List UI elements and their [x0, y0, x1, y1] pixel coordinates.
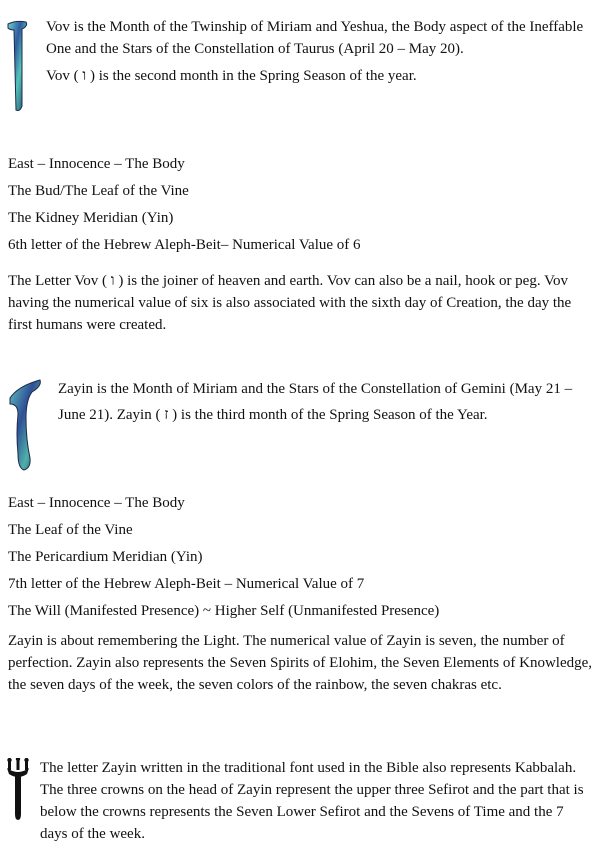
- zayin-intro-text: Zayin is the Month of Miriam and the Stars of the Constellation of Gemini (May 21 – June 21). Zayin ( ז ) is the third month of the Spring Season of the Year.: [58, 381, 573, 423]
- vov-letter-icon: [6, 20, 30, 114]
- zayin-letter-icon: [4, 378, 44, 472]
- zayin-crowned-icon: [6, 758, 30, 820]
- vov-intro-block: [46, 16, 586, 87]
- vov-description-text: The Letter Vov ( ו ) is the joiner of heaven and earth. Vov can also be a nail, hook or peg. Vov having the numerical value of six is also associated with the sixth day of Creation, the day the first humans were created.: [8, 273, 572, 333]
- list-item: The Kidney Meridian (Yin): [8, 210, 174, 226]
- zayin-attributes-list: [8, 490, 592, 625]
- zayin-description-block: [8, 630, 596, 696]
- list-item: 6th letter of the Hebrew Aleph-Beit– Numerical Value of 6: [8, 237, 361, 253]
- list-item: 7th letter of the Hebrew Aleph-Beit – Numerical Value of 7: [8, 576, 365, 592]
- vov-second-month-text: Vov ( ו ) is the second month in the Spring Season of the year.: [46, 68, 417, 84]
- list-item: The Will (Manifested Presence) ~ Higher Self (Unmanifested Presence): [8, 603, 440, 619]
- vov-description-block: [8, 270, 596, 336]
- zayin-description-text: Zayin is about remembering the Light. The numerical value of Zayin is seven, the number of perfection. Zayin also represents the Seven Spirits of Elohim, the Seven Elements of Knowledge, the seven days of the week, the seven colors of the rainbow, the seven chakras etc.: [8, 633, 593, 693]
- list-item: East – Innocence – The Body: [8, 156, 185, 172]
- kabbalah-block: [40, 757, 592, 845]
- zayin-intro-block: [58, 376, 586, 428]
- list-item: The Pericardium Meridian (Yin): [8, 549, 203, 565]
- list-item: East – Innocence – The Body: [8, 495, 185, 511]
- list-item: The Leaf of the Vine: [8, 522, 133, 538]
- list-item: The Bud/The Leaf of the Vine: [8, 183, 189, 199]
- vov-intro-text: Vov is the Month of the Twinship of Miriam and Yeshua, the Body aspect of the Ineffable One and the Stars of the Constellation of Taurus (April 20 – May 20).: [46, 19, 584, 57]
- vov-attributes-list: [8, 151, 592, 259]
- kabbalah-text: The letter Zayin written in the traditional font used in the Bible also represents Kabbalah. The three crowns on the head of Zayin represent the upper three Sefirot and the part that is below the crowns represents the Seven Lower Sefirot and the Sevens of Time and the 7 days of the week.: [40, 760, 584, 842]
